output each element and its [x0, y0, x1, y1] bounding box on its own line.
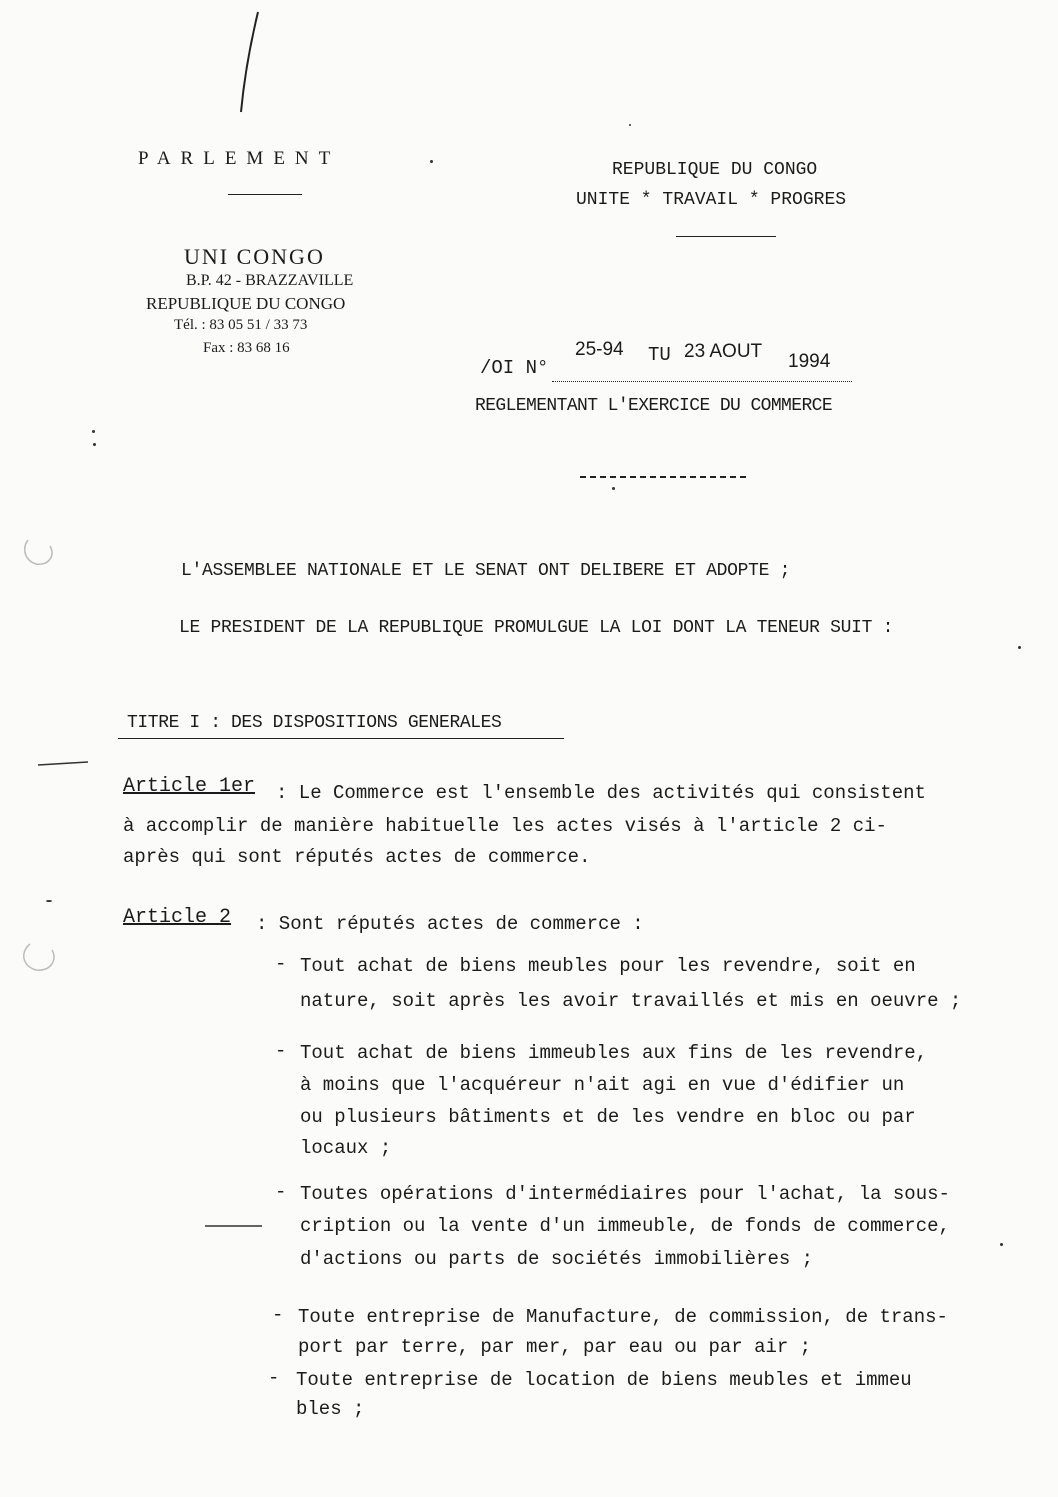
org-country: REPUBLIQUE DU CONGO	[146, 294, 346, 313]
list-item-line: Tout achat de biens meubles pour les revendre, soit en	[300, 955, 916, 977]
list-item-line: Toute entreprise de location de biens meubles et immeu	[296, 1369, 912, 1391]
speck	[629, 124, 631, 126]
law-date: 23 AOUT	[684, 341, 763, 362]
law-number-underline	[552, 381, 852, 382]
speck	[1000, 1243, 1003, 1246]
law-number-separator: TU	[648, 344, 671, 366]
list-bullet: -	[275, 1040, 287, 1062]
fax-number: Fax : 83 68 16	[203, 340, 290, 356]
list-bullet: -	[268, 1367, 280, 1389]
article-2-label: Article 2	[123, 906, 232, 929]
republic-heading: REPUBLIQUE DU CONGO	[612, 160, 818, 180]
header-right-rule	[676, 236, 776, 237]
preamble-promulgation: LE PRESIDENT DE LA REPUBLIQUE PROMULGUE LA LOI DONT LA TENEUR SUIT :	[179, 618, 894, 638]
list-bullet: -	[272, 1304, 284, 1326]
title-underline	[118, 738, 564, 739]
list-item-line: Toute entreprise de Manufacture, de commission, de trans-	[298, 1306, 948, 1328]
preamble-adoption: L'ASSEMBLEE NATIONALE ET LE SENAT ONT DELIBERE ET ADOPTE ;	[181, 561, 791, 581]
list-bullet: -	[275, 953, 287, 975]
law-number: 25-94	[575, 339, 624, 360]
pen-stroke	[0, 0, 1, 1]
speck	[612, 487, 615, 490]
article-1-line: à accomplir de manière habituelle les actes visés à l'article 2 ci-	[123, 815, 887, 837]
list-bullet: -	[275, 1181, 287, 1203]
parlement-heading: PARLEMENT	[138, 148, 341, 169]
header-left-rule	[228, 194, 302, 195]
speck	[430, 160, 433, 163]
list-item-line: port par terre, par mer, par eau ou par air ;	[298, 1336, 812, 1358]
speck	[92, 430, 95, 433]
article-1-label: Article 1er	[123, 775, 256, 798]
speck	[46, 900, 52, 902]
speck	[93, 443, 96, 446]
list-item-line: d'actions ou parts de sociétés immobilières ;	[300, 1248, 814, 1270]
list-item-line: Tout achat de biens immeubles aux fins de les revendre,	[300, 1042, 928, 1064]
national-motto: UNITE * TRAVAIL * PROGRES	[576, 190, 847, 210]
org-name: UNI CONGO	[184, 244, 325, 269]
list-item-line: bles ;	[296, 1398, 365, 1420]
law-separator	[580, 476, 746, 478]
law-year: 1994	[788, 351, 831, 372]
list-item-line: nature, soit après les avoir travaillés et mis en oeuvre ;	[300, 990, 962, 1012]
phone-number: Tél. : 83 05 51 / 33 73	[174, 317, 308, 333]
law-number-prefix: /OI N°	[480, 357, 549, 379]
article-1-line: après qui sont réputés actes de commerce.	[123, 846, 591, 868]
law-title: REGLEMENTANT L'EXERCICE DU COMMERCE	[475, 396, 833, 416]
list-item-line: à moins que l'acquéreur n'ait agi en vue d'édifier un	[300, 1074, 905, 1096]
postal-box: B.P. 42 - BRAZZAVILLE	[186, 272, 354, 289]
article-2-intro: : Sont réputés actes de commerce :	[256, 913, 644, 935]
list-item-line: Toutes opérations d'intermédiaires pour l'achat, la sous-	[300, 1183, 950, 1205]
list-item-line: locaux ;	[300, 1137, 392, 1159]
title-heading: TITRE I : DES DISPOSITIONS GENERALES	[127, 713, 502, 733]
speck	[1018, 646, 1021, 649]
list-item-line: cription ou la vente d'un immeuble, de fonds de commerce,	[300, 1215, 950, 1237]
list-item-line: ou plusieurs bâtiments et de les vendre en bloc ou par	[300, 1106, 916, 1128]
article-1-line: : Le Commerce est l'ensemble des activités qui consistent	[276, 782, 926, 804]
